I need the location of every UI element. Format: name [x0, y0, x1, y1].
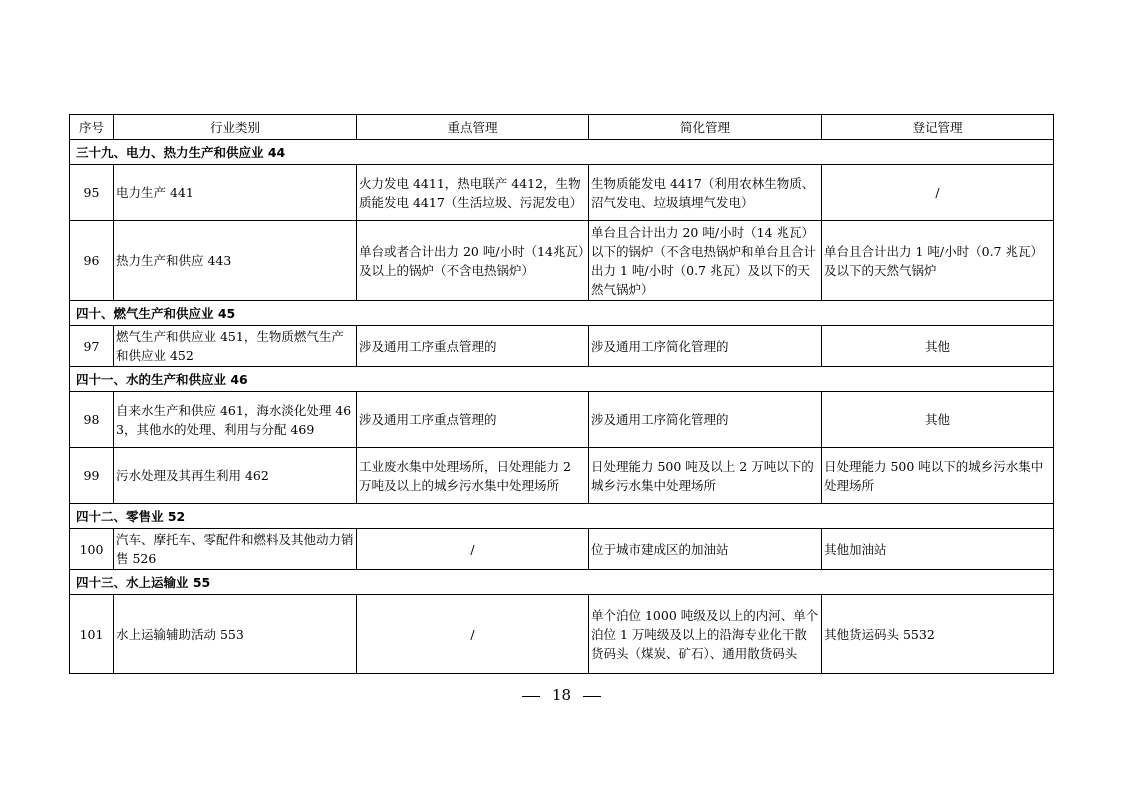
section-row — [70, 367, 1054, 392]
row-register: 单台且合计出力 1 吨/小时（0.7 兆瓦）及以下的天然气锅炉 — [822, 221, 1054, 301]
section-title-43: 四十三、水上运输业 55 — [70, 570, 1054, 595]
section-title-39: 三十九、电力、热力生产和供应业 44 — [70, 140, 1054, 165]
row-simplified: 单个泊位 1000 吨级及以上的内河、单个泊位 1 万吨级及以上的沿海专业化干散货码头（煤炭、矿石）、通用散货码头 — [589, 595, 822, 674]
row-register: 其他货运码头 5532 — [822, 595, 1054, 674]
right-dash — [583, 696, 601, 697]
row-simplified: 单台且合计出力 20 吨/小时（14 兆瓦）以下的锅炉（不含电热锅炉和单台且合计出力 1 吨/小时（0.7 兆瓦）及以下的天然气锅炉） — [589, 221, 822, 301]
table-row — [70, 448, 1054, 504]
row-register: 其他 — [822, 392, 1054, 448]
row-industry: 自来水生产和供应 461，海水淡化处理 463，其他水的处理、利用与分配 469 — [114, 392, 357, 448]
row-num: 100 — [70, 529, 114, 570]
page-number — [0, 686, 1123, 704]
pollution-permit-catalog-table — [69, 114, 1054, 674]
row-num: 98 — [70, 392, 114, 448]
left-dash — [522, 696, 540, 697]
section-title-41: 四十一、水的生产和供应业 46 — [70, 367, 1054, 392]
table-row — [70, 392, 1054, 448]
table-row — [70, 221, 1054, 301]
row-simplified: 涉及通用工序简化管理的 — [589, 326, 822, 367]
row-industry: 电力生产 441 — [114, 165, 357, 221]
row-key: 单台或者合计出力 20 吨/小时（14兆瓦）及以上的锅炉（不含电热锅炉） — [357, 221, 589, 301]
row-simplified: 日处理能力 500 吨及以上 2 万吨以下的城乡污水集中处理场所 — [589, 448, 822, 504]
row-industry: 污水处理及其再生利用 462 — [114, 448, 357, 504]
header-num: 序号 — [70, 115, 114, 140]
header-simplified-management: 简化管理 — [589, 115, 822, 140]
row-key: / — [357, 595, 589, 674]
row-key: 涉及通用工序重点管理的 — [357, 326, 589, 367]
row-key: / — [357, 529, 589, 570]
table-header-row — [70, 115, 1054, 140]
row-register: 其他加油站 — [822, 529, 1054, 570]
row-key: 工业废水集中处理场所，日处理能力 2 万吨及以上的城乡污水集中处理场所 — [357, 448, 589, 504]
row-industry: 汽车、摩托车、零配件和燃料及其他动力销售 526 — [114, 529, 357, 570]
row-num: 101 — [70, 595, 114, 674]
page-number-text: 18 — [551, 686, 572, 704]
section-title-42: 四十二、零售业 52 — [70, 504, 1054, 529]
row-num: 96 — [70, 221, 114, 301]
row-industry: 燃气生产和供应业 451，生物质燃气生产和供应业 452 — [114, 326, 357, 367]
row-industry: 热力生产和供应 443 — [114, 221, 357, 301]
row-register: 日处理能力 500 吨以下的城乡污水集中处理场所 — [822, 448, 1054, 504]
table-row — [70, 529, 1054, 570]
table-row — [70, 165, 1054, 221]
section-row — [70, 504, 1054, 529]
row-simplified: 位于城市建成区的加油站 — [589, 529, 822, 570]
row-num: 97 — [70, 326, 114, 367]
section-row — [70, 301, 1054, 326]
header-industry: 行业类别 — [114, 115, 357, 140]
row-register: / — [822, 165, 1054, 221]
row-num: 99 — [70, 448, 114, 504]
header-key-management: 重点管理 — [357, 115, 589, 140]
row-simplified: 涉及通用工序简化管理的 — [589, 392, 822, 448]
table-row — [70, 326, 1054, 367]
row-num: 95 — [70, 165, 114, 221]
row-industry: 水上运输辅助活动 553 — [114, 595, 357, 674]
header-registration-management: 登记管理 — [822, 115, 1054, 140]
row-key: 火力发电 4411，热电联产 4412，生物质能发电 4417（生活垃圾、污泥发电） — [357, 165, 589, 221]
row-simplified: 生物质能发电 4417（利用农林生物质、沼气发电、垃圾填埋气发电） — [589, 165, 822, 221]
row-register: 其他 — [822, 326, 1054, 367]
row-key: 涉及通用工序重点管理的 — [357, 392, 589, 448]
section-row — [70, 140, 1054, 165]
section-row — [70, 570, 1054, 595]
section-title-40: 四十、燃气生产和供应业 45 — [70, 301, 1054, 326]
table-row — [70, 595, 1054, 674]
